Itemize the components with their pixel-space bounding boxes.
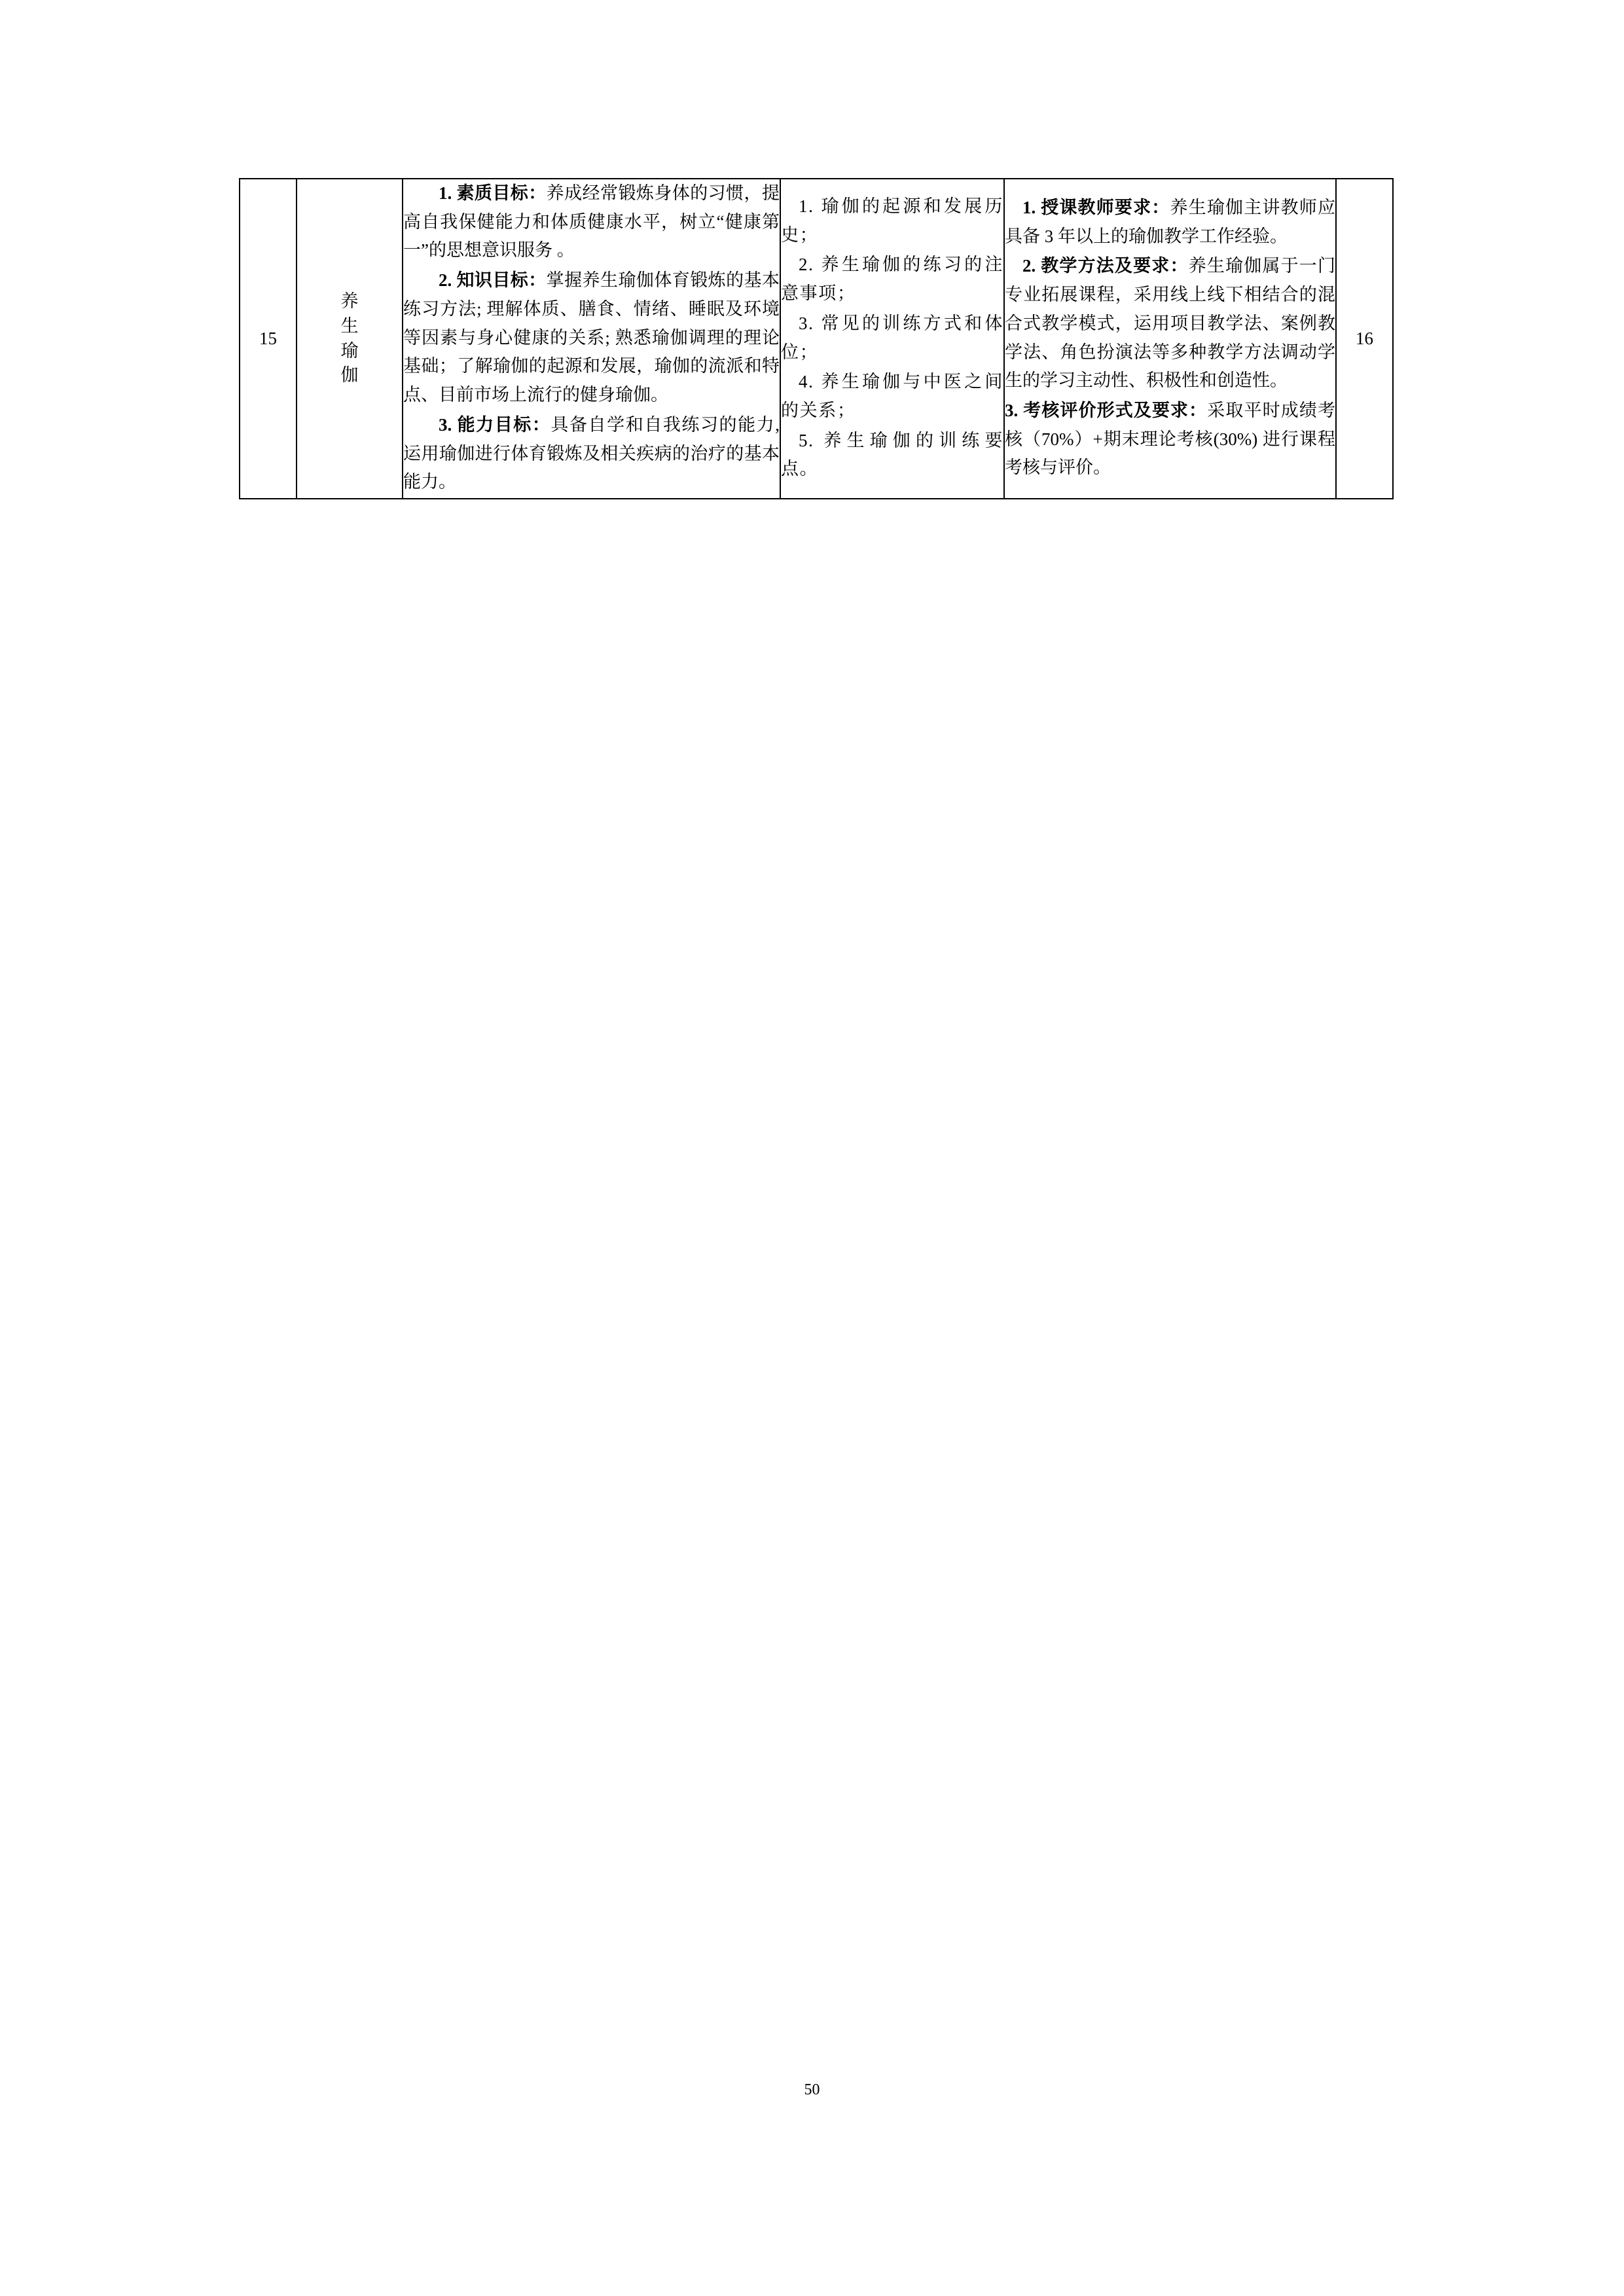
cell-course-hours [1336, 179, 1393, 499]
course-table [239, 178, 1394, 499]
goal-label-2: 2. 知识目标： [439, 270, 547, 291]
course-name-char-1: 养 [340, 291, 359, 311]
content-item-1: 1. 瑜伽的起源和发展历史； [781, 196, 1003, 245]
page-number: 50 [804, 2081, 820, 2098]
course-name-char-4: 伽 [340, 365, 359, 386]
requirement-label-1: 1. 授课教师要求： [1022, 197, 1170, 217]
content-item-5: 5. 养生瑜伽的训练要点。 [781, 430, 1003, 479]
cell-row-index [240, 179, 297, 499]
goal-item-3 [403, 411, 780, 497]
content-item-4: 4. 养生瑜伽与中医之间的关系； [781, 372, 1003, 420]
course-name-char-3: 瑜 [340, 340, 359, 361]
requirement-item-3 [1005, 397, 1335, 482]
requirement-label-2: 2. 教学方法及要求： [1022, 256, 1189, 276]
requirement-text-1: 养生瑜伽主讲教师应具备 3 年以上的瑜伽教学工作经验。 [1005, 197, 1335, 246]
row-index-value: 15 [259, 329, 277, 349]
goal-label-1: 1. 素质目标： [439, 183, 547, 203]
goal-item-2 [403, 266, 780, 410]
course-name-char-2: 生 [340, 315, 359, 336]
cell-course-contents [780, 179, 1004, 499]
requirement-text-3: 采取平时成绩考核（70%）+期末理论考核(30%) 进行课程考核与评价。 [1005, 401, 1336, 478]
requirement-text-2: 养生瑜伽属于一门专业拓展课程，采用线上线下相结合的混合式教学模式，运用项目教学法、案例教学法、角色扮演法等多种教学方法调动学生的学习主动性、积极性和创造性。 [1005, 256, 1335, 391]
table-row [240, 179, 1393, 499]
content-item-2: 2. 养生瑜伽的练习的注意事项； [781, 255, 1003, 304]
hours-value: 16 [1356, 329, 1373, 349]
goal-text-3: 具备自学和自我练习的能力, 运用瑜伽进行体育锻炼及相关疾病的治疗的基本能力。 [403, 414, 780, 492]
requirement-label-3: 3. 考核评价形式及要求： [1005, 401, 1208, 420]
goal-item-1 [403, 179, 780, 265]
requirement-item-2 [1005, 252, 1335, 395]
goal-text-1: 养成经常锻炼身体的习惯，提高自我保健能力和体质健康水平，树立“健康第一”的思想意识服务 。 [403, 183, 780, 260]
requirement-item-1 [1005, 194, 1335, 251]
cell-course-requirements [1004, 179, 1336, 499]
goal-text-2: 掌握养生瑜伽体育锻炼的基本练习方法; 理解体质、膳食、情绪、睡眠及环境等因素与身心健康的关系; 熟悉瑜伽调理的理论基础；了解瑜伽的起源和发展，瑜伽的流派和特点、目前市场上流行的健身瑜伽。 [403, 270, 780, 405]
content-item-3: 3. 常见的训练方式和体位； [781, 313, 1003, 362]
cell-course-name [297, 179, 403, 499]
cell-course-goals [403, 179, 780, 499]
goal-label-3: 3. 能力目标： [439, 414, 551, 435]
